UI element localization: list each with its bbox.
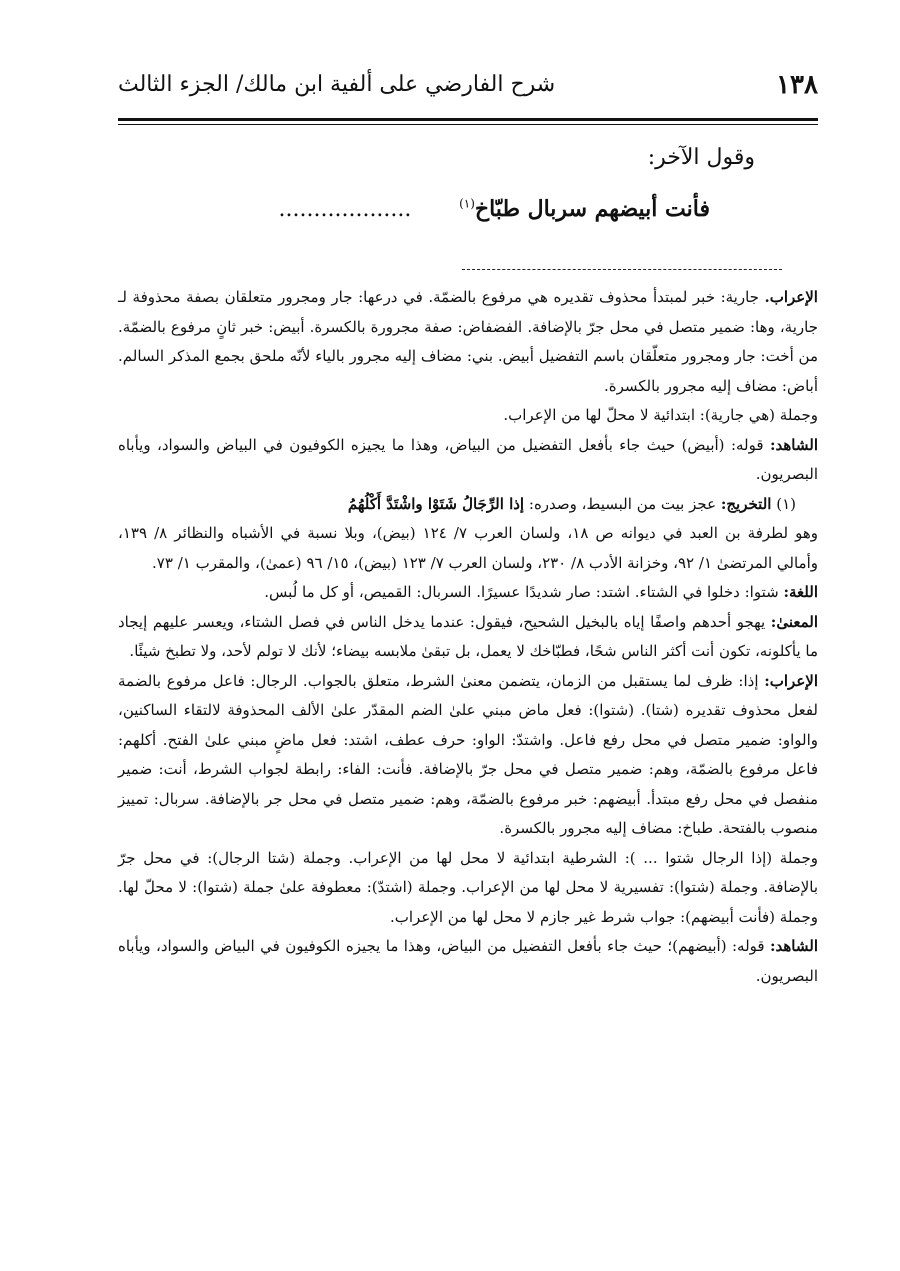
- sources-paragraph: [118, 519, 818, 578]
- mana-paragraph: [118, 608, 818, 667]
- irab-text: جارية: خبر لمبتدأ محذوف تقديره هي مرفوع بالضمّة. في درعها: جار ومجرور متعلقان بصفة محذوفة لـ جارية، وها: ضمير متصل في محل جرّ بالإضافة. الفضفاض: صفة مجرورة بالكسرة. أبيض: خبر ثانٍ مرفوع بالضمّة. من أخت: جار ومجرور متعلّقان باسم التفضيل أبيض. بني: مضاف إليه مجرور بالياء لأنّه ملحق بجمع المذكر السالم. أباض: مضاف إليه مجرور بالكسرة.: [118, 288, 818, 395]
- footnote-marker: (١): [459, 196, 475, 211]
- jumla-text: وجملة (إذا الرجال شتوا ... ): الشرطية ابتدائية لا محل لها من الإعراب. وجملة (شتا الرجال): في محل جرّ بالإضافة. وجملة (شتوا): تفسيرية لا محل لها من الإعراب. وجملة (اشتدّ): معطوفة علىٰ جملة (شتوا): لا محلّ لها. وجملة (فأنت أبيضهم): جواب شرط غير جازم لا محل لها من الإعراب.: [118, 848, 818, 926]
- mana-text: يهجو أحدهم واصفًا إياه بالبخيل الشحيح، فيقول: عندما يدخل الناس في فصل الشتاء، ويعسر عليهم إيجاد ما يأكلونه، تكون أنت أكثر الناس شحًا، فطبّاخك لا يعمل، بل تبقىٰ ملابسه بيضاء؛ لأنك لا تولم لأحد، ولا تطبخ شيئًا.: [118, 612, 818, 660]
- takhrij-label: التخريج:: [720, 494, 772, 513]
- lugha-paragraph: [118, 578, 818, 608]
- irab-label: الإعراب.: [764, 288, 818, 306]
- irab-paragraph-2: [118, 667, 818, 844]
- shahid-label: الشاهد:: [769, 435, 818, 454]
- shahid-paragraph-1: [118, 431, 818, 490]
- footnote-number: (١): [776, 494, 796, 513]
- lugha-label: اللغة:: [783, 583, 818, 601]
- takhrij-paragraph: [118, 490, 818, 520]
- takhrij-text: عجز بيت من البسيط، وصدره:: [528, 494, 717, 513]
- footnotes: [118, 283, 818, 991]
- running-title: شرح الفارضي على ألفية ابن مالك/ الجزء الثالث: [118, 72, 556, 97]
- verse-text: فأنت أبيضهم سربال طبّاخ: [474, 196, 710, 222]
- lugha-text: شتوا: دخلوا في الشتاء. اشتد: صار شديدًا عسيرًا. السربال: القميص، أو كل ما لُبس.: [264, 583, 779, 601]
- page-number: ١٣٨: [776, 70, 818, 100]
- page-header: [118, 70, 818, 118]
- takhrij-verse: إذا الرِّجَالُ شَتَوْا واشْتَدَّ أَكْلُهُمُ: [347, 494, 525, 513]
- shahid-paragraph-2: [118, 932, 818, 991]
- verse-ellipsis: ...................: [278, 197, 412, 222]
- jumla-paragraph-2: [118, 844, 818, 933]
- irab-label: الإعراب:: [764, 671, 818, 690]
- verse-intro: وقول الآخر:: [647, 145, 755, 170]
- mana-label: المعنىٰ:: [770, 612, 818, 631]
- irab-paragraph-1: [118, 283, 818, 401]
- footnote-separator: [462, 269, 782, 270]
- shahid-label: الشاهد:: [769, 937, 818, 955]
- shahid-text: قوله: (أبيضهم)؛ حيث جاء بأفعل التفضيل من البياض، وهذا ما يجيزه الكوفيون في البياض والسواد، ويأباه البصريون.: [118, 937, 818, 985]
- irab-text: إذا: ظرف لما يستقبل من الزمان، يتضمن معنىٰ الشرط، متعلق بالجواب. الرجال: فاعل مرفوع بالضمة لفعل محذوف تقديره (شتا). (شتوا): فعل ماض مبني علىٰ الضم المقدّر علىٰ الألف المحذوفة لالتقاء الساكنين، والواو: ضمير متصل في محل رفع فاعل. واشتدّ: الواو: حرف عطف، اشتد: فعل ماضٍ مبني علىٰ الفتح. أكلهم: فاعل مرفوع بالضمّة، وهم: ضمير متصل في محل جرّ بالإضافة. فأنت: الفاء: رابطة لجواب الشرط، أنت: ضمير منفصل في محل رفع مبتدأ. أبيضهم: خبر مرفوع بالضمّة، وهم: ضمير متصل في محل جر بالإضافة. سربال: تمييز منصوب بالفتحة. طباخ: مضاف إليه مجرور بالكسرة.: [118, 671, 818, 837]
- header-rule-thin: [118, 124, 818, 125]
- sources-text: وهو لطرفة بن العبد في ديوانه ص ١٨، ولسان العرب ٧/ ١٢٤ (بيض)، وبلا نسبة في الأشباه والنظائر ٨/ ١٣٩، وأمالي المرتضىٰ ١/ ٩٢، وخزانة الأدب ٨/ ٢٣٠، ولسان العرب ٧/ ١٢٣ (بيض)، ١٥/ ٩٦ (عمیٰ)، والمقرب ١/ ٧٣.: [118, 524, 818, 572]
- jumla-paragraph-1: [118, 401, 818, 431]
- header-rule-thick: [118, 118, 818, 121]
- poetry-verse: [279, 196, 710, 222]
- shahid-text: قوله: (أبيض) حيث جاء بأفعل التفضيل من البياض، وهذا ما يجيزه الكوفيون في البياض والسواد، ويأباه البصريون.: [118, 435, 818, 483]
- jumla-text: وجملة (هي جارية): ابتدائية لا محلّ لها من الإعراب.: [503, 406, 818, 424]
